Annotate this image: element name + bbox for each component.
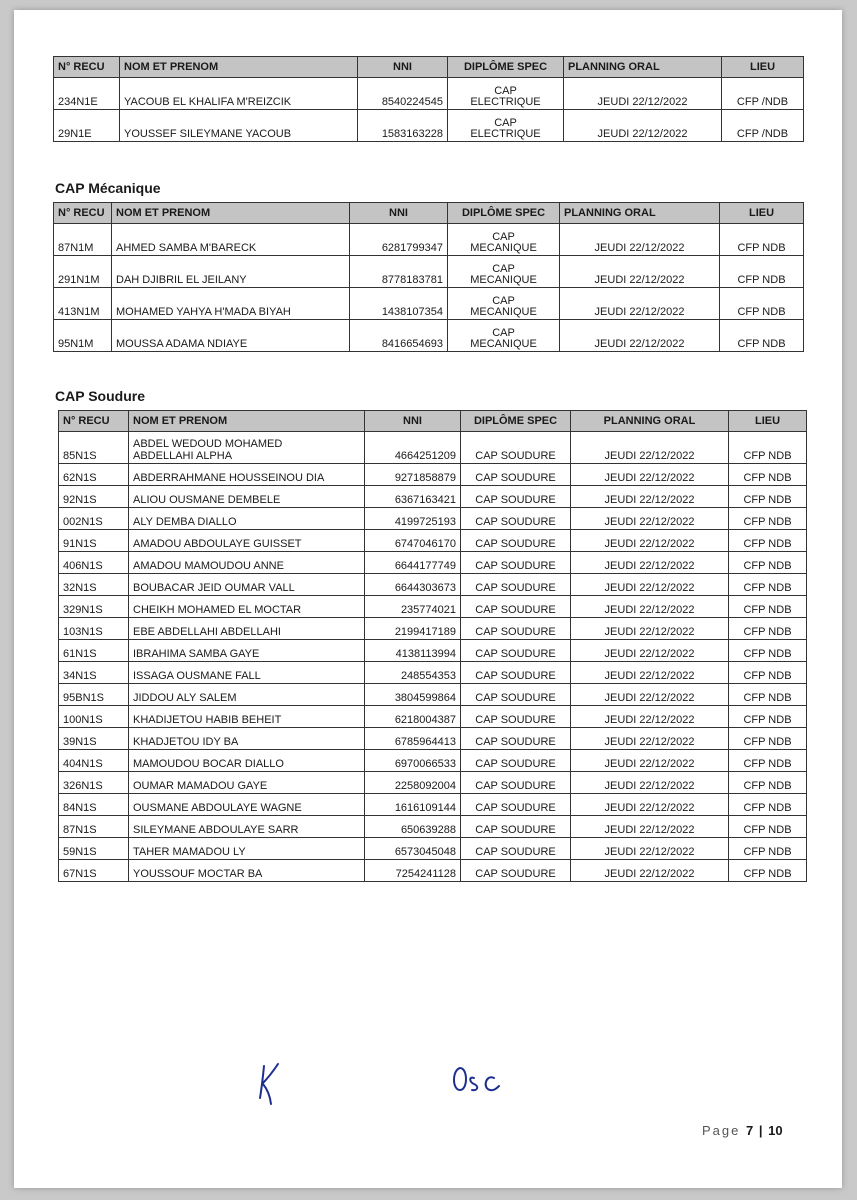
cell-nni: 2258092004 (365, 772, 461, 794)
cell-lieu: CFP NDB (729, 596, 807, 618)
table-row (59, 530, 807, 552)
table-row (59, 432, 807, 464)
cell-nom: MAMOUDOU BOCAR DIALLO (129, 750, 365, 772)
signature-mark-2 (450, 1064, 502, 1096)
cell-lieu: CFP NDB (720, 256, 804, 288)
cell-diplome-line1: CAP (494, 85, 517, 97)
cell-diplome (448, 78, 564, 110)
cell-nni: 650639288 (365, 816, 461, 838)
cell-lieu: CFP NDB (729, 486, 807, 508)
cell-diplome: CAP SOUDURE (461, 860, 571, 882)
cell-planning: JEUDI 22/12/2022 (571, 508, 729, 530)
cell-lieu: CFP NDB (729, 772, 807, 794)
cell-diplome-line2: MECANIQUE (470, 338, 537, 350)
cell-nom: ALY DEMBA DIALLO (129, 508, 365, 530)
signature-mark-1 (254, 1060, 294, 1106)
cell-nni: 8416654693 (350, 320, 448, 352)
cell-nni: 6785964413 (365, 728, 461, 750)
cell-nni: 6367163421 (365, 486, 461, 508)
cell-recu: 61N1S (59, 640, 129, 662)
table-row (59, 838, 807, 860)
cell-diplome-line2: ELECTRIQUE (470, 96, 541, 108)
cell-nom: ABDERRAHMANE HOUSSEINOU DIA (129, 464, 365, 486)
cell-diplome-line1: CAP (492, 327, 515, 339)
cell-nni: 6644303673 (365, 574, 461, 596)
cell-nni: 7254241128 (365, 860, 461, 882)
table-row (59, 552, 807, 574)
header-diplome: DIPLÔME SPEC (448, 203, 560, 224)
cell-lieu: CFP NDB (729, 530, 807, 552)
cell-diplome: CAP SOUDURE (461, 574, 571, 596)
cell-lieu: CFP NDB (729, 618, 807, 640)
cell-recu: 234N1E (54, 78, 120, 110)
cell-nom-line2: ABDELLAHI ALPHA (133, 450, 233, 462)
cell-diplome (448, 320, 560, 352)
cell-diplome: CAP SOUDURE (461, 432, 571, 464)
table-row (59, 618, 807, 640)
cell-nni: 3804599864 (365, 684, 461, 706)
cell-recu: 91N1S (59, 530, 129, 552)
cell-recu: 413N1M (54, 288, 112, 320)
header-diplome: DIPLÔME SPEC (461, 411, 571, 432)
cell-lieu: CFP NDB (729, 706, 807, 728)
cell-planning: JEUDI 22/12/2022 (571, 552, 729, 574)
cell-diplome-line1: CAP (494, 117, 517, 129)
header-recu: N° RECU (59, 411, 129, 432)
cell-nni: 8778183781 (350, 256, 448, 288)
cell-nom: CHEIKH MOHAMED EL MOCTAR (129, 596, 365, 618)
cell-recu: 85N1S (59, 432, 129, 464)
page-label: Page (702, 1123, 741, 1138)
table-row (59, 860, 807, 882)
cell-planning: JEUDI 22/12/2022 (560, 256, 720, 288)
table-row (54, 110, 804, 142)
cell-lieu: CFP NDB (729, 432, 807, 464)
table-row (54, 78, 804, 110)
cell-recu: 291N1M (54, 256, 112, 288)
table-row (54, 320, 804, 352)
cell-lieu: CFP NDB (729, 552, 807, 574)
header-nom: NOM ET PRENOM (129, 411, 365, 432)
cell-planning: JEUDI 22/12/2022 (564, 78, 722, 110)
cell-nni: 9271858879 (365, 464, 461, 486)
cap-mecanique-table (53, 202, 804, 352)
header-nom: NOM ET PRENOM (120, 57, 358, 78)
cell-nom: YOUSSEF SILEYMANE YACOUB (120, 110, 358, 142)
cell-nom: KHADJETOU IDY BA (129, 728, 365, 750)
header-nom: NOM ET PRENOM (112, 203, 350, 224)
table-row (59, 596, 807, 618)
cell-diplome: CAP SOUDURE (461, 552, 571, 574)
cell-recu: 404N1S (59, 750, 129, 772)
cell-planning: JEUDI 22/12/2022 (560, 224, 720, 256)
table-row (59, 750, 807, 772)
cell-diplome: CAP SOUDURE (461, 464, 571, 486)
header-planning: PLANNING ORAL (564, 57, 722, 78)
cell-recu: 92N1S (59, 486, 129, 508)
cell-planning: JEUDI 22/12/2022 (571, 860, 729, 882)
cell-diplome (448, 224, 560, 256)
cell-diplome (448, 110, 564, 142)
table-header-row (59, 411, 807, 432)
cell-nom: TAHER MAMADOU LY (129, 838, 365, 860)
cell-nni: 6644177749 (365, 552, 461, 574)
cell-recu: 62N1S (59, 464, 129, 486)
table-row (54, 288, 804, 320)
cell-diplome: CAP SOUDURE (461, 684, 571, 706)
table-header-row (54, 203, 804, 224)
cell-diplome: CAP SOUDURE (461, 530, 571, 552)
cell-planning: JEUDI 22/12/2022 (571, 816, 729, 838)
cell-diplome-line2: MECANIQUE (470, 242, 537, 254)
header-recu: N° RECU (54, 203, 112, 224)
cell-nni: 1583163228 (358, 110, 448, 142)
cell-nom: EBE ABDELLAHI ABDELLAHI (129, 618, 365, 640)
table-row (59, 640, 807, 662)
cell-nom: JIDDOU ALY SALEM (129, 684, 365, 706)
cell-diplome-line1: CAP (492, 263, 515, 275)
page-total: 10 (768, 1123, 783, 1138)
header-lieu: LIEU (720, 203, 804, 224)
cell-planning: JEUDI 22/12/2022 (571, 464, 729, 486)
header-planning: PLANNING ORAL (560, 203, 720, 224)
cell-diplome (448, 256, 560, 288)
cell-nni: 6218004387 (365, 706, 461, 728)
cell-nom (129, 432, 365, 464)
cell-recu: 34N1S (59, 662, 129, 684)
cell-nom: SILEYMANE ABDOULAYE SARR (129, 816, 365, 838)
cell-diplome: CAP SOUDURE (461, 662, 571, 684)
cell-lieu: CFP NDB (729, 816, 807, 838)
header-nni: NNI (365, 411, 461, 432)
cell-lieu: CFP NDB (729, 464, 807, 486)
page-separator: | (758, 1123, 763, 1138)
table-row (59, 486, 807, 508)
cell-recu: 326N1S (59, 772, 129, 794)
table-row (59, 816, 807, 838)
cell-diplome-line2: ELECTRIQUE (470, 128, 541, 140)
cell-recu: 406N1S (59, 552, 129, 574)
cell-lieu: CFP NDB (729, 574, 807, 596)
cell-lieu: CFP NDB (729, 838, 807, 860)
cell-planning: JEUDI 22/12/2022 (571, 640, 729, 662)
cell-planning: JEUDI 22/12/2022 (571, 486, 729, 508)
cell-recu: 95BN1S (59, 684, 129, 706)
cell-diplome: CAP SOUDURE (461, 750, 571, 772)
cap-soudure-table (58, 410, 807, 882)
cell-planning: JEUDI 22/12/2022 (571, 618, 729, 640)
cap-electrique-table (53, 56, 804, 142)
cell-lieu: CFP NDB (720, 224, 804, 256)
cell-planning: JEUDI 22/12/2022 (571, 530, 729, 552)
cell-nom: MOUSSA ADAMA NDIAYE (112, 320, 350, 352)
cell-planning: JEUDI 22/12/2022 (571, 794, 729, 816)
cell-nom: AMADOU MAMOUDOU ANNE (129, 552, 365, 574)
cell-diplome: CAP SOUDURE (461, 508, 571, 530)
header-lieu: LIEU (729, 411, 807, 432)
cell-nni: 4199725193 (365, 508, 461, 530)
cell-planning: JEUDI 22/12/2022 (560, 288, 720, 320)
cell-lieu: CFP NDB (729, 860, 807, 882)
cell-diplome: CAP SOUDURE (461, 706, 571, 728)
cell-recu: 95N1M (54, 320, 112, 352)
cell-planning: JEUDI 22/12/2022 (560, 320, 720, 352)
page-number (702, 1123, 783, 1138)
cell-diplome-line1: CAP (492, 295, 515, 307)
cell-lieu: CFP NDB (729, 728, 807, 750)
cell-nom: AMADOU ABDOULAYE GUISSET (129, 530, 365, 552)
cell-nom: DAH DJIBRIL EL JEILANY (112, 256, 350, 288)
cell-nom: MOHAMED YAHYA H'MADA BIYAH (112, 288, 350, 320)
cell-nom: KHADIJETOU HABIB BEHEIT (129, 706, 365, 728)
cell-recu: 67N1S (59, 860, 129, 882)
cell-nom: YACOUB EL KHALIFA M'REIZCIK (120, 78, 358, 110)
cell-lieu: CFP NDB (729, 640, 807, 662)
header-lieu: LIEU (722, 57, 804, 78)
header-diplome: DIPLÔME SPEC (448, 57, 564, 78)
cell-diplome: CAP SOUDURE (461, 728, 571, 750)
cell-nni: 248554353 (365, 662, 461, 684)
cell-nni: 4138113994 (365, 640, 461, 662)
table-row (59, 706, 807, 728)
cell-recu: 329N1S (59, 596, 129, 618)
header-nni: NNI (358, 57, 448, 78)
cell-diplome-line1: CAP (492, 231, 515, 243)
header-planning: PLANNING ORAL (571, 411, 729, 432)
cell-nni: 1438107354 (350, 288, 448, 320)
table-row (59, 662, 807, 684)
cell-planning: JEUDI 22/12/2022 (571, 662, 729, 684)
cell-nni: 6281799347 (350, 224, 448, 256)
cell-nni: 8540224545 (358, 78, 448, 110)
cell-diplome: CAP SOUDURE (461, 816, 571, 838)
cell-diplome: CAP SOUDURE (461, 640, 571, 662)
cell-nni: 6970066533 (365, 750, 461, 772)
cell-recu: 002N1S (59, 508, 129, 530)
cell-planning: JEUDI 22/12/2022 (571, 772, 729, 794)
table-row (59, 684, 807, 706)
cell-recu: 84N1S (59, 794, 129, 816)
cell-diplome: CAP SOUDURE (461, 838, 571, 860)
document-page (14, 10, 842, 1188)
cell-lieu: CFP /NDB (722, 110, 804, 142)
cell-lieu: CFP NDB (729, 508, 807, 530)
cell-planning: JEUDI 22/12/2022 (571, 596, 729, 618)
cell-recu: 39N1S (59, 728, 129, 750)
cell-lieu: CFP NDB (729, 684, 807, 706)
cell-recu: 103N1S (59, 618, 129, 640)
cell-planning: JEUDI 22/12/2022 (571, 684, 729, 706)
section-title-mecanique: CAP Mécanique (55, 180, 161, 196)
cell-recu: 87N1S (59, 816, 129, 838)
cell-diplome: CAP SOUDURE (461, 596, 571, 618)
cell-nni: 235774021 (365, 596, 461, 618)
cell-recu: 29N1E (54, 110, 120, 142)
cell-lieu: CFP NDB (729, 750, 807, 772)
cell-diplome (448, 288, 560, 320)
cell-lieu: CFP NDB (729, 794, 807, 816)
cell-planning: JEUDI 22/12/2022 (571, 750, 729, 772)
cell-diplome-line2: MECANIQUE (470, 274, 537, 286)
table-row (59, 574, 807, 596)
cell-nom-line1: ABDEL WEDOUD MOHAMED (133, 438, 283, 450)
table-row (59, 464, 807, 486)
cell-lieu: CFP NDB (720, 288, 804, 320)
cell-diplome-line2: MECANIQUE (470, 306, 537, 318)
cell-nom: OUMAR MAMADOU GAYE (129, 772, 365, 794)
cell-lieu: CFP /NDB (722, 78, 804, 110)
cell-lieu: CFP NDB (720, 320, 804, 352)
cell-nom: AHMED SAMBA M'BARECK (112, 224, 350, 256)
table-row (54, 224, 804, 256)
cell-diplome: CAP SOUDURE (461, 618, 571, 640)
table-row (59, 728, 807, 750)
table-row (59, 794, 807, 816)
cell-recu: 100N1S (59, 706, 129, 728)
cell-nom: BOUBACAR JEID OUMAR VALL (129, 574, 365, 596)
cell-recu: 59N1S (59, 838, 129, 860)
table-header-row (54, 57, 804, 78)
cell-recu: 87N1M (54, 224, 112, 256)
header-nni: NNI (350, 203, 448, 224)
cell-recu: 32N1S (59, 574, 129, 596)
cell-diplome: CAP SOUDURE (461, 794, 571, 816)
cell-nni: 1616109144 (365, 794, 461, 816)
cell-nom: ISSAGA OUSMANE FALL (129, 662, 365, 684)
cell-planning: JEUDI 22/12/2022 (571, 838, 729, 860)
cell-nni: 6747046170 (365, 530, 461, 552)
cell-nom: IBRAHIMA SAMBA GAYE (129, 640, 365, 662)
cell-diplome: CAP SOUDURE (461, 486, 571, 508)
cell-planning: JEUDI 22/12/2022 (571, 706, 729, 728)
header-recu: N° RECU (54, 57, 120, 78)
cell-planning: JEUDI 22/12/2022 (571, 728, 729, 750)
table-row (59, 508, 807, 530)
table-row (59, 772, 807, 794)
cell-nni: 4664251209 (365, 432, 461, 464)
table-row (54, 256, 804, 288)
cell-diplome: CAP SOUDURE (461, 772, 571, 794)
cell-nom: ALIOU OUSMANE DEMBELE (129, 486, 365, 508)
cell-planning: JEUDI 22/12/2022 (571, 432, 729, 464)
cell-planning: JEUDI 22/12/2022 (571, 574, 729, 596)
cell-planning: JEUDI 22/12/2022 (564, 110, 722, 142)
cell-nom: OUSMANE ABDOULAYE WAGNE (129, 794, 365, 816)
section-title-soudure: CAP Soudure (55, 388, 145, 404)
page-current: 7 (746, 1123, 754, 1138)
cell-nni: 6573045048 (365, 838, 461, 860)
cell-nom: YOUSSOUF MOCTAR BA (129, 860, 365, 882)
cell-nni: 2199417189 (365, 618, 461, 640)
cell-lieu: CFP NDB (729, 662, 807, 684)
